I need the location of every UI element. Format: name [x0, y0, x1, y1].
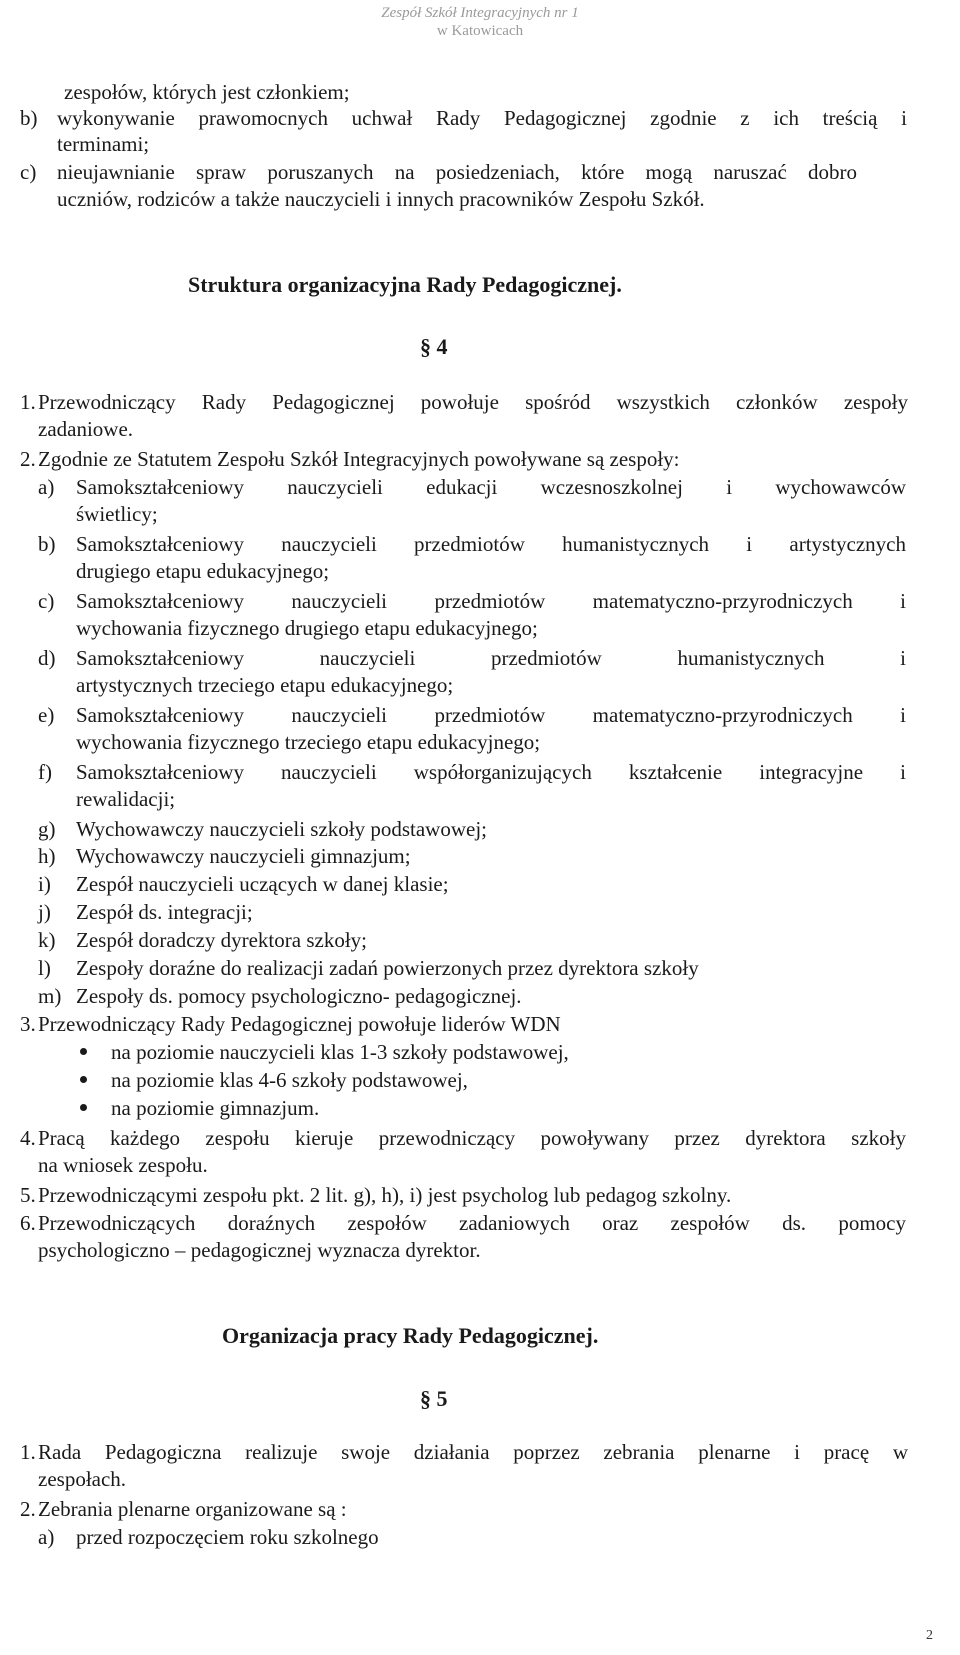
bullet-icon [80, 1104, 87, 1111]
paragraph-number: § 4 [420, 334, 448, 359]
list-marker: i) [38, 872, 51, 896]
list-item-text: wychowania fizycznego drugiego etapu edukacyjnego; [76, 616, 538, 640]
list-item-text: Zespół doradczy dyrektora szkoły; [76, 928, 367, 952]
list-item-text: wychowania fizycznego trzeciego etapu edukacyjnego; [76, 730, 541, 754]
page-number: 2 [926, 1628, 933, 1643]
list-marker: c) [20, 160, 37, 184]
list-item-text: Przewodniczący Rady Pedagogicznej powołuje spośród wszystkich członków zespoły [38, 390, 908, 414]
list-marker: c) [38, 589, 55, 613]
list-item-text: Zespół ds. integracji; [76, 900, 253, 924]
list-marker: 3. [20, 1012, 36, 1036]
list-item-text: zadaniowe. [38, 417, 134, 441]
list-marker: b) [20, 106, 38, 130]
list-item-text: uczniów, rodziców a także nauczycieli i innych pracowników Zespołu Szkół. [57, 187, 705, 211]
list-marker: e) [38, 703, 55, 727]
list-item-text: Samokształceniowy nauczycieli edukacji wczesnoszkolnej i wychowawców [76, 475, 906, 499]
list-marker: a) [38, 475, 55, 499]
list-marker: m) [38, 984, 62, 1008]
list-item-text: Samokształceniowy nauczycieli współorganizujących kształcenie integracyjne i [76, 760, 906, 784]
bullet-item-text: na poziomie gimnazjum. [111, 1096, 320, 1120]
continuation-text: zespołów, których jest członkiem; [64, 80, 350, 104]
list-item-text: Zespoły ds. pomocy psychologiczno- pedagogicznej. [76, 984, 522, 1008]
paragraph-number: § 5 [420, 1386, 448, 1411]
list-item-text: Samokształceniowy nauczycieli przedmiotów matematyczno-przyrodniczych i [76, 703, 906, 727]
list-marker: 4. [20, 1126, 36, 1150]
list-item-text: Zebrania plenarne organizowane są : [38, 1497, 347, 1521]
list-item-text: wykonywanie prawomocnych uchwał Rady Pedagogicznej zgodnie z ich treścią i [57, 106, 907, 130]
list-item-text: nieujawnianie spraw poruszanych na posiedzeniach, które mogą naruszać dobro [57, 160, 857, 184]
list-item-text: Samokształceniowy nauczycieli przedmiotów humanistycznych i [76, 646, 906, 670]
list-marker: g) [38, 817, 56, 841]
list-marker: b) [38, 532, 56, 556]
list-item-text: Wychowawczy nauczycieli szkoły podstawowej; [76, 817, 488, 841]
list-marker: d) [38, 646, 56, 670]
list-item-text: świetlicy; [76, 502, 158, 526]
list-item-text: Samokształceniowy nauczycieli przedmiotów matematyczno-przyrodniczych i [76, 589, 906, 613]
list-item-text: psychologiczno – pedagogicznej wyznacza dyrektor. [38, 1238, 481, 1262]
bullet-icon [80, 1048, 87, 1055]
list-marker: 1. [20, 390, 36, 414]
list-marker: 2. [20, 447, 36, 471]
list-marker: a) [38, 1525, 55, 1549]
list-marker: f) [38, 760, 52, 784]
list-item-text: Zespoły doraźne do realizacji zadań powierzonych przez dyrektora szkoły [76, 956, 699, 980]
bullet-item-text: na poziomie klas 4-6 szkoły podstawowej, [111, 1068, 468, 1092]
list-marker: 1. [20, 1440, 36, 1464]
list-item-text: Wychowawczy nauczycieli gimnazjum; [76, 844, 411, 868]
list-item-text: na wniosek zespołu. [38, 1153, 208, 1177]
list-marker: 2. [20, 1497, 36, 1521]
list-marker: 5. [20, 1183, 36, 1207]
list-item-text: Pracą każdego zespołu kieruje przewodniczący powoływany przez dyrektora szkoły [38, 1126, 906, 1150]
list-item-text: Przewodniczących doraźnych zespołów zadaniowych oraz zespołów ds. pomocy [38, 1211, 906, 1235]
header-school-name: Zespół Szkół Integracyjnych nr 1 [381, 5, 579, 21]
list-item-text: terminami; [57, 132, 150, 156]
list-item-text: Samokształceniowy nauczycieli przedmiotów humanistycznych i artystycznych [76, 532, 906, 556]
list-item-text: Zespół nauczycieli uczących w danej klasie; [76, 872, 449, 896]
list-marker: j) [38, 900, 51, 924]
list-marker: k) [38, 928, 56, 952]
section-title: Struktura organizacyjna Rady Pedagogicznej. [188, 272, 622, 297]
list-item-text: Zgodnie ze Statutem Zespołu Szkół Integracyjnych powoływane są zespoły: [38, 447, 680, 471]
list-item-text: rewalidacji; [76, 787, 176, 811]
list-item-text: Rada Pedagogiczna realizuje swoje działania poprzez zebrania plenarne i pracę w [38, 1440, 908, 1464]
list-marker: h) [38, 844, 56, 868]
list-item-text: Przewodniczący Rady Pedagogicznej powołuje liderów WDN [38, 1012, 561, 1036]
list-marker: 6. [20, 1211, 36, 1235]
list-item-text: Przewodniczącymi zespołu pkt. 2 lit. g), h), i) jest psycholog lub pedagog szkolny. [38, 1183, 732, 1207]
list-marker: l) [38, 956, 51, 980]
list-item-text: przed rozpoczęciem roku szkolnego [76, 1525, 379, 1549]
header-city: w Katowicach [436, 23, 524, 39]
bullet-icon [80, 1076, 87, 1083]
bullet-item-text: na poziomie nauczycieli klas 1-3 szkoły podstawowej, [111, 1040, 569, 1064]
list-item-text: artystycznych trzeciego etapu edukacyjnego; [76, 673, 454, 697]
list-item-text: drugiego etapu edukacyjnego; [76, 559, 330, 583]
section-title: Organizacja pracy Rady Pedagogicznej. [222, 1323, 599, 1348]
list-item-text: zespołach. [38, 1467, 127, 1491]
